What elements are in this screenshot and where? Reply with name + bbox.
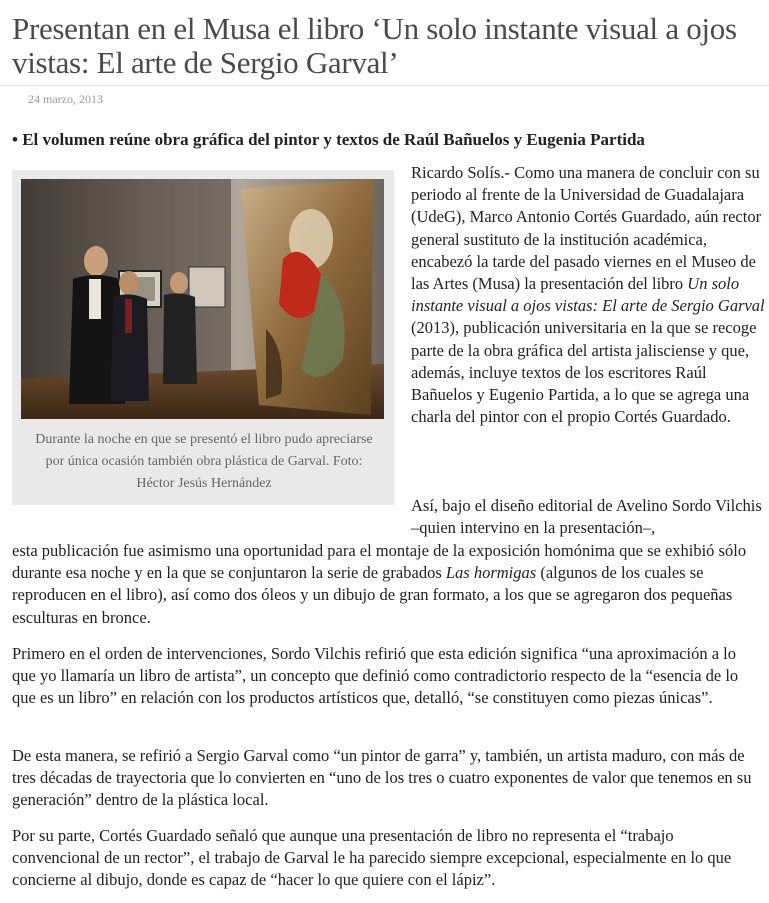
paragraph-4: De esta manera, se refirió a Sergio Garval como “un pintor de garra” y, también, un artista maduro, con más de tres décadas de trayectoria que lo convierten en “uno de los tres o cuatro exponentes de valor que tenemos en su generación” dentro de la plástica local. (12, 746, 752, 810)
paragraph-1-text-b: (2013), publicación universitaria en la que se recoge parte de la obra gráfica del artista jalisciense y que, además, incluye textos de los escritores Raúl Bañuelos y Eugenio Partida, a lo que se agrega una charla del pintor con el propio Cortés Guardado. (411, 318, 757, 427)
paragraph-2-continued (12, 540, 762, 629)
article-lead: • El volumen reúne obra gráfica del pintor y textos de Raúl Bañuelos y Eugenia Partida (12, 130, 645, 149)
paragraph-1-text-a: Ricardo Solís.- Como una manera de concluir con su periodo al frente de la Universidad de Guadalajara (UdeG), Marco Antonio Cortés Guardado, aún rector general sustituto de la institución académica, encabezó la tarde del pasado viernes en el Museo de las Artes (Musa) la presentación del libro (411, 163, 762, 294)
article-date: 24 marzo, 2013 (28, 92, 103, 106)
book-title: Un solo instante visual a ojos vistas: El arte de Sergio Garval (411, 274, 765, 316)
photo-caption: Durante la noche en que se presentó el libro pudo apreciarse por única ocasión también obra plástica de Garval. Foto: Héctor Jesús Hernández (35, 432, 373, 491)
paragraph-5: Por su parte, Cortés Guardado señaló que aunque una presentación de libro no representa el “trabajo convencional de un rector”, el trabajo de Garval le ha parecido siempre excepcional, especialmente en lo que concierne al dibujo, donde es capaz de “hacer lo que quiere con el lápiz”. (12, 826, 732, 890)
series-title: Las hormigas (445, 563, 537, 583)
article-title[interactable]: Presentan en el Musa el libro ‘Un solo instante visual a ojos vistas: El arte de Sergio Garval’ (12, 11, 737, 80)
paragraph-1 (411, 162, 767, 428)
paragraph-2-start: Así, bajo el diseño editorial de Avelino Sordo Vilchis –quien intervino en la presentación–, (411, 496, 762, 538)
paragraph-2-text-a: esta publicación fue asimismo una oportunidad para el montaje de la exposición homónima que se exhibió sólo durante esa noche y en la que se conjuntaron la serie de grabados (12, 541, 747, 583)
paragraph-3: Primero en el orden de intervenciones, Sordo Vilchis refirió que esta edición significa “una aproximación a lo que yo llamaría un libro de artista”, un concepto que definió como contradictorio respecto de la “esencia de lo que es un libro” en relación con los productos artísticos que, detalló, “se constituyen como piezas únicas”. (12, 644, 739, 708)
paragraph-2-text-b: (algunos de los cuales se reproducen en el libro), así como dos óleos y un dibujo de gran formato, a los que se agregaron dos pequeñas esculturas en bronce. (12, 563, 733, 627)
